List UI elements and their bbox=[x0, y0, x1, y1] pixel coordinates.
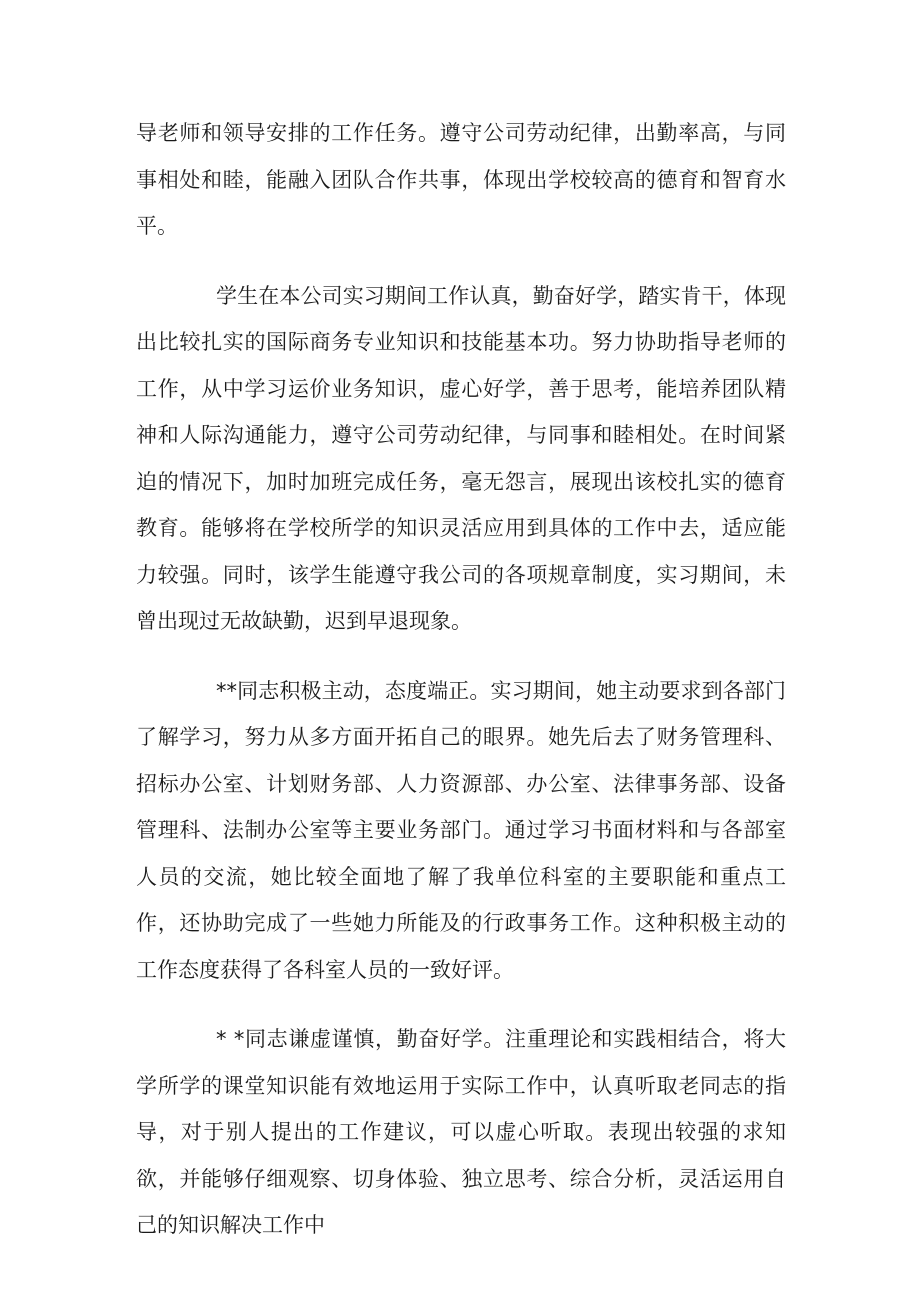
document-body bbox=[136, 110, 786, 1249]
paragraph-student-evaluation: 学生在本公司实习期间工作认真，勤奋好学，踏实肯干，体现出比较扎实的国际商务专业知识和技能基本功。努力协助指导老师的工作，从中学习运价业务知识，虚心好学，善于思考，能培养团队精神和人际沟通能力，遵守公司劳动纪律，与同事和睦相处。在时间紧迫的情况下，加时加班完成任务，毫无怨言，展现出该校扎实的德育教育。能够将在学校所学的知识灵活应用到具体的工作中去，适应能力较强。同时，该学生能遵守我公司的各项规章制度，实习期间，未曾出现过无故缺勤，迟到早退现象。 bbox=[136, 283, 786, 633]
paragraph-modest-diligent: * *同志谦虚谨慎，勤奋好学。注重理论和实践相结合，将大学所学的课堂知识能有效地运用于实际工作中，认真听取老同志的指导，对于别人提出的工作建议，可以虚心听取。表现出较强的求知欲，并能够仔细观察、切身体验、独立思考、综合分析，灵活运用自己的知识解决工作中 bbox=[136, 1027, 786, 1237]
paragraph-continuation: 导老师和领导安排的工作任务。遵守公司劳动纪律，出勤率高，与同事相处和睦，能融入团队合作共事，体现出学校较高的德育和智育水平。 bbox=[136, 121, 786, 238]
paragraph-proactive-attitude: **同志积极主动，态度端正。实习期间，她主动要求到各部门了解学习，努力从多方面开拓自己的眼界。她先后去了财务管理科、招标办公室、计划财务部、人力资源部、办公室、法律事务部、设备管理科、法制办公室等主要业务部门。通过学习书面材料和与各部室人员的交流，她比较全面地了解了我单位科室的主要职能和重点工作，还协助完成了一些她力所能及的行政事务工作。这种积极主动的工作态度获得了各科室人员的一致好评。 bbox=[136, 678, 786, 982]
